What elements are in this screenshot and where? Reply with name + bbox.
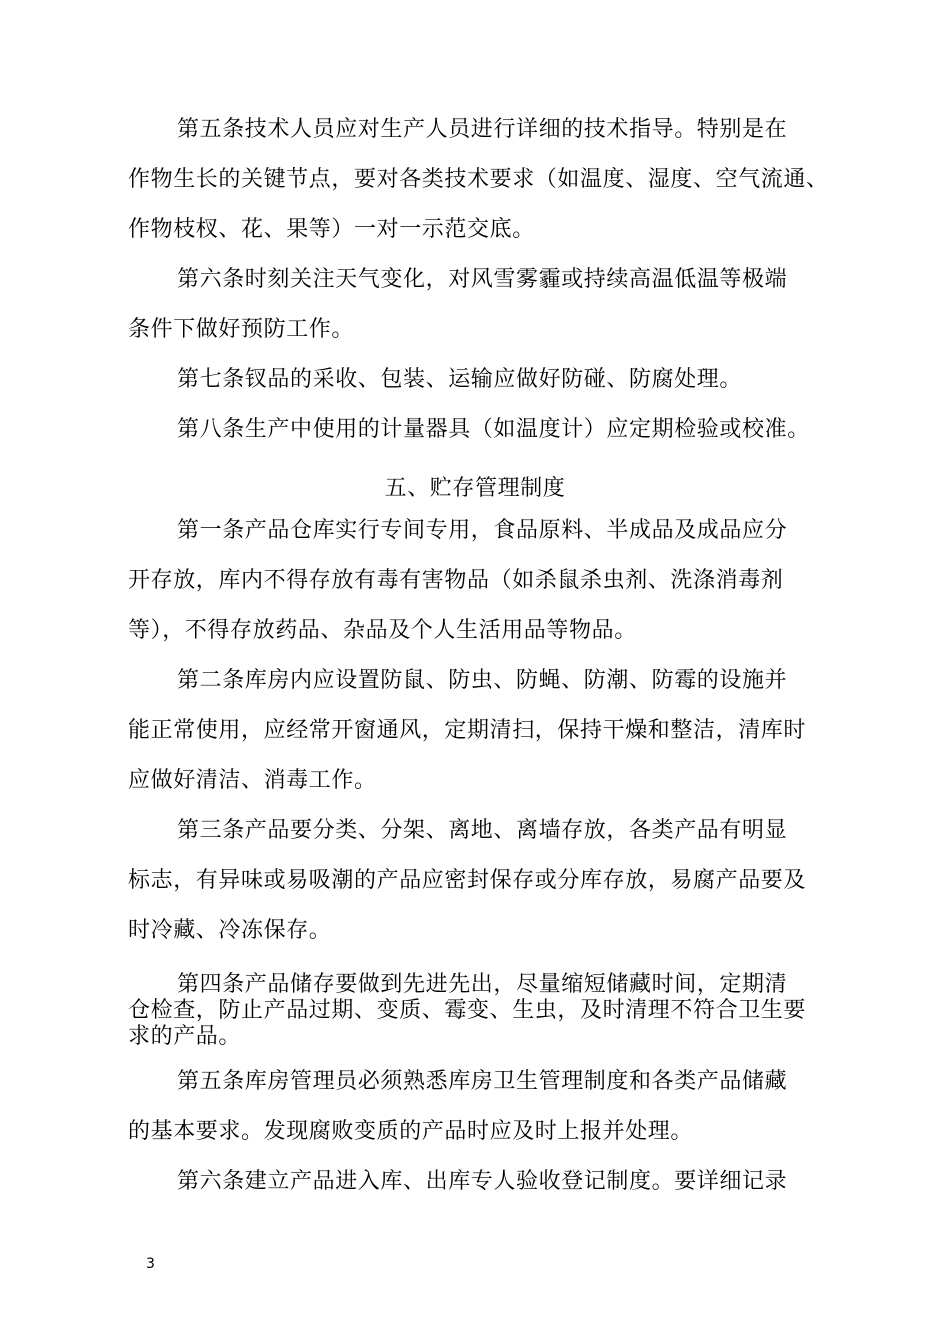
text-line: 应做好清洁、消毒工作。 bbox=[128, 768, 377, 793]
text-line: 标志，有异味或易吸潮的产品应密封保存或分库存放，易腐产品要及 bbox=[128, 868, 807, 893]
text-line: 第五条技术人员应对生产人员进行详细的技术指导。特别是在 bbox=[177, 117, 788, 142]
text-line: 的基本要求。发现腐败变质的产品时应及时上报并处理。 bbox=[128, 1119, 694, 1144]
text-line: 时冷藏、冷冻保存。 bbox=[128, 918, 332, 943]
text-line: 等），不得存放药品、杂品及个人生活用品等物品。 bbox=[128, 618, 637, 643]
text-line: 条件下做好预防工作。 bbox=[128, 317, 355, 342]
section-heading: 五、贮存管理制度 bbox=[384, 476, 566, 501]
text-line: 第五条库房管理员必须熟悉库房卫生管理制度和各类产品储藏 bbox=[177, 1069, 788, 1094]
text-line: 开存放，库内不得存放有毒有害物品（如杀鼠杀虫剂、洗涤消毒剂 bbox=[128, 568, 784, 593]
text-line: 能正常使用，应经常开窗通风，定期清扫，保持干燥和整洁，清库时 bbox=[128, 718, 807, 743]
text-line: 第六条时刻关注天气变化，对风雪雾霾或持续高温低温等极端 bbox=[177, 267, 788, 292]
text-line: 第八条生产中使用的计量器具（如温度计）应定期检验或校准。 bbox=[177, 417, 810, 442]
text-line: 第二条库房内应设置防鼠、防虫、防蝇、防潮、防霉的设施并 bbox=[177, 668, 788, 693]
text-line: 作物枝杈、花、果等）一对一示范交底。 bbox=[128, 217, 535, 242]
text-line: 仓检查，防止产品过期、变质、霉变、生虫，及时清理不符合卫生要 bbox=[128, 998, 807, 1023]
text-line: 第一条产品仓库实行专间专用，食品原料、半成品及成品应分 bbox=[177, 518, 788, 543]
text-line: 求的产品。 bbox=[128, 1024, 242, 1049]
page-number: 3 bbox=[146, 1256, 155, 1272]
text-line: 第七条钗品的采收、包装、运输应做好防碰、防腐处理。 bbox=[177, 367, 743, 392]
text-line: 作物生长的关键节点，要对各类技术要求（如温度、湿度、空气流通、 bbox=[128, 167, 829, 192]
text-line: 第三条产品要分类、分架、离地、离墙存放，各类产品有明显 bbox=[177, 818, 788, 843]
text-line: 第六条建立产品进入库、出库专人验收登记制度。要详细记录 bbox=[177, 1169, 788, 1194]
text-line: 第四条产品储存要做到先进先出，尽量缩短储藏时间，定期清 bbox=[177, 972, 788, 997]
